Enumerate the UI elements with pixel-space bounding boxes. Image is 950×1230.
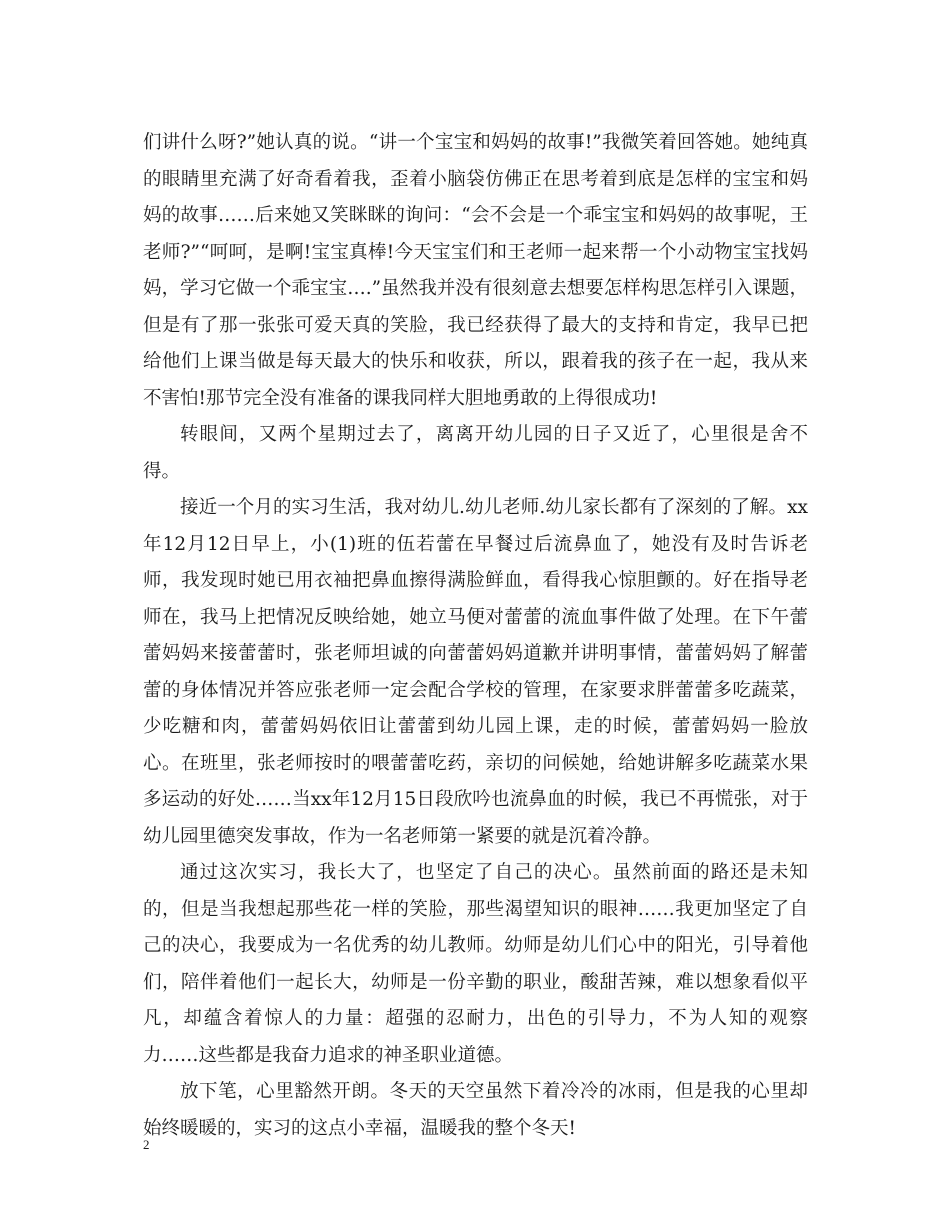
paragraph-4: 通过这次实习，我长大了，也坚定了自己的决心。虽然前面的路还是未知的，但是当我想起那些花一样的笑脸，那些渴望知识的眼神……我更加坚定了自己的决心，我要成为一名优秀的幼儿教师。幼师是幼儿们心中的阳光，引导着他们，陪伴着他们一起长大，幼师是一份辛勤的职业，酸甜苦辣，难以想象看似平凡，却蕴含着惊人的力量：超强的忍耐力，出色的引导力，不为人知的观察力……这些都是我奋力追求的神圣职业道德。 bbox=[143, 862, 808, 1066]
paragraph-3: 接近一个月的实习生活，我对幼儿.幼儿老师.幼儿家长都有了深刻的了解。xx年12月12日早上，小(1)班的伍若蕾在早餐过后流鼻血了，她没有及时告诉老师，我发现时她已用衣袖把鼻血擦得满脸鲜血，看得我心惊胆颤的。好在指导老师在，我马上把情况反映给她，她立马便对蕾蕾的流血事件做了处理。在下午蕾蕾妈妈来接蕾蕾时，张老师坦诚的向蕾蕾妈妈道歉并讲明事情，蕾蕾妈妈了解蕾蕾的身体情况并答应张老师一定会配合学校的管理，在家要求胖蕾蕾多吃蔬菜，少吃糖和肉，蕾蕾妈妈依旧让蕾蕾到幼儿园上课，走的时候，蕾蕾妈妈一脸放心。在班里，张老师按时的喂蕾蕾吃药，亲切的问候她，给她讲解多吃蔬菜水果多运动的好处……当xx年12月15日段欣吟也流鼻血的时候，我已不再慌张，对于幼儿园里德突发事故，作为一名老师第一紧要的就是沉着冷静。 bbox=[143, 497, 808, 847]
paragraph-2: 转眼间，又两个星期过去了，离离开幼儿园的日子又近了，心里很是舍不得。 bbox=[143, 424, 808, 482]
body-text bbox=[143, 125, 808, 1147]
paragraph-1: 们讲什么呀?”她认真的说。“讲一个宝宝和妈妈的故事!”我微笑着回答她。她纯真的眼睛里充满了好奇看着我，歪着小脑袋仿佛正在思考着到底是怎样的宝宝和妈妈的故事……后来她又笑眯眯的询问：“会不会是一个乖宝宝和妈妈的故事呢，王老师?”“呵呵，是啊!宝宝真棒!今天宝宝们和王老师一起来帮一个小动物宝宝找妈妈，学习它做一个乖宝宝….”虽然我并没有很刻意去想要怎样构思怎样引入课题，但是有了那一张张可爱天真的笑脸，我已经获得了最大的支持和肯定，我早已把给他们上课当做是每天最大的快乐和收获，所以，跟着我的孩子在一起，我从来不害怕!那节完全没有准备的课我同样大胆地勇敢的上得很成功! bbox=[143, 132, 808, 409]
paragraph-5: 放下笔，心里豁然开朗。冬天的天空虽然下着冷冷的冰雨，但是我的心里却始终暖暖的，实习的这点小幸福，温暖我的整个冬天! bbox=[143, 1081, 808, 1139]
page-number: 2 bbox=[143, 1137, 150, 1152]
